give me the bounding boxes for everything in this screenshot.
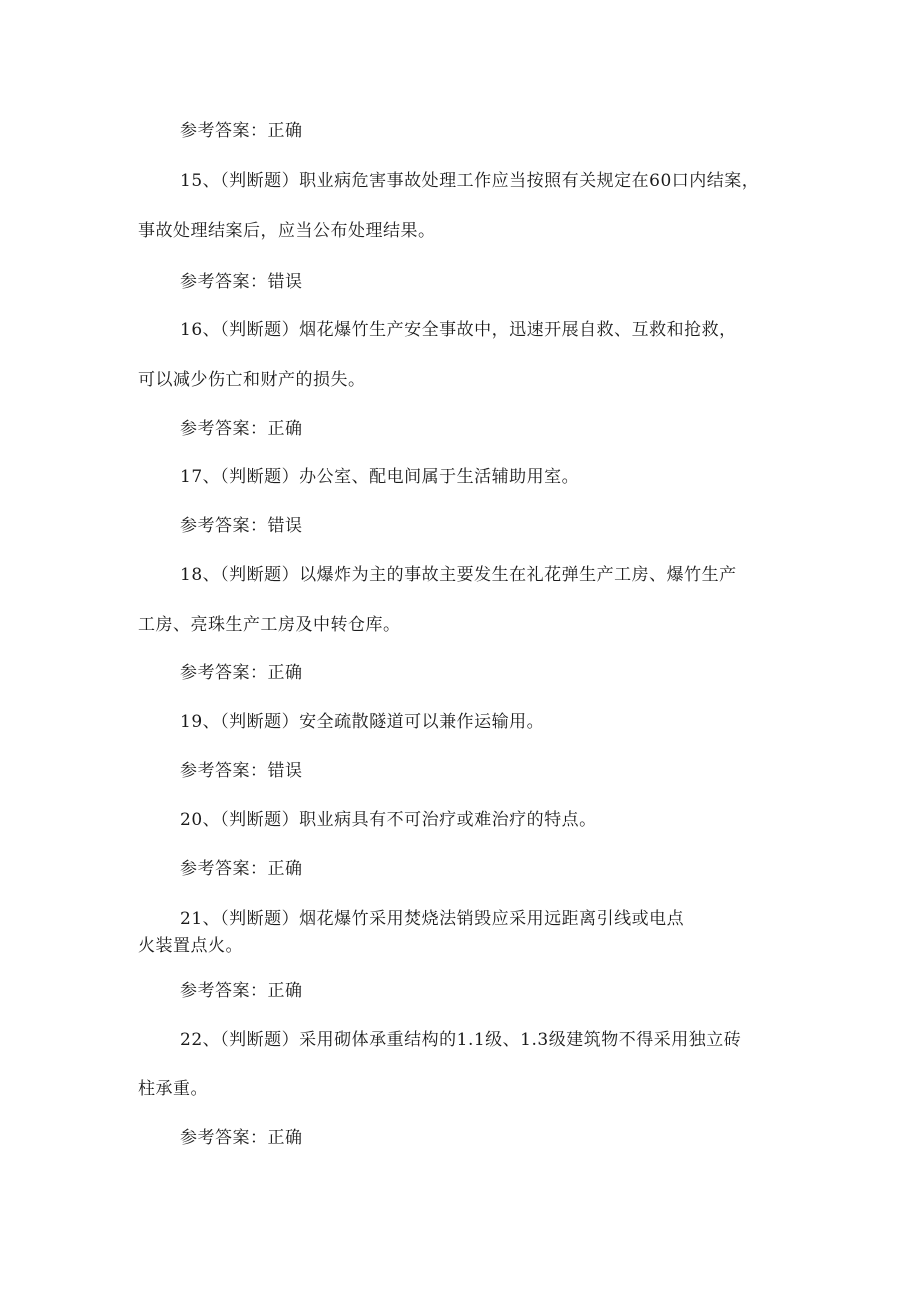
- answer-value: 正确: [267, 663, 303, 683]
- answer-label: 参考答案：: [180, 121, 268, 141]
- answer-value: 错误: [267, 516, 303, 536]
- answer-value: 正确: [267, 981, 303, 1001]
- answer-label: 参考答案：: [180, 272, 268, 292]
- question-15-line-2: 事故处理结案后，应当公布处理结果。: [138, 221, 436, 241]
- answer-value: 错误: [267, 272, 303, 292]
- question-16-line-1: 16、（判断题）烟花爆竹生产安全事故中，迅速开展自救、互救和抢救，: [180, 320, 737, 340]
- answer-line: [180, 515, 303, 537]
- answer-line: [180, 760, 303, 782]
- question-22-line-1: 22、（判断题）采用砌体承重结构的1.1级、1.3级建筑物不得采用独立砖: [180, 1030, 742, 1050]
- question-22-line-2: 柱承重。: [138, 1079, 208, 1099]
- answer-value: 正确: [267, 121, 303, 141]
- question-20-line-1: 20、（判断题）职业病具有不可治疗或难治疗的特点。: [180, 810, 597, 830]
- answer-label: 参考答案：: [180, 663, 268, 683]
- answer-value: 正确: [267, 859, 303, 879]
- answer-line: [180, 120, 303, 142]
- answer-label: 参考答案：: [180, 981, 268, 1001]
- question-16-line-2: 可以减少伤亡和财产的损失。: [138, 370, 366, 390]
- question-17-line-1: 17、（判断题）办公室、配电间属于生活辅助用室。: [180, 467, 580, 487]
- answer-line: [180, 271, 303, 293]
- answer-line: [180, 1127, 303, 1149]
- question-15-line-1: 15、（判断题）职业病危害事故处理工作应当按照有关规定在60口内结案，: [180, 171, 760, 191]
- answer-line: [180, 418, 303, 440]
- answer-label: 参考答案：: [180, 419, 268, 439]
- question-19-line-1: 19、（判断题）安全疏散隧道可以兼作运输用。: [180, 712, 545, 732]
- answer-value: 正确: [267, 419, 303, 439]
- answer-label: 参考答案：: [180, 516, 268, 536]
- answer-line: [180, 980, 303, 1002]
- question-18-line-2: 工房、亮珠生产工房及中转仓库。: [138, 615, 401, 635]
- question-18-line-1: 18、（判断题）以爆炸为主的事故主要发生在礼花弹生产工房、爆竹生产: [180, 565, 737, 585]
- answer-line: [180, 858, 303, 880]
- answer-value: 正确: [267, 1128, 303, 1148]
- question-21-line-1: 21、（判断题）烟花爆竹采用焚烧法销毁应采用远距离引线或电点: [180, 909, 685, 929]
- answer-label: 参考答案：: [180, 1128, 268, 1148]
- question-21-line-2: 火装置点火。: [138, 936, 243, 956]
- answer-line: [180, 662, 303, 684]
- answer-label: 参考答案：: [180, 761, 268, 781]
- answer-label: 参考答案：: [180, 859, 268, 879]
- answer-value: 错误: [267, 761, 303, 781]
